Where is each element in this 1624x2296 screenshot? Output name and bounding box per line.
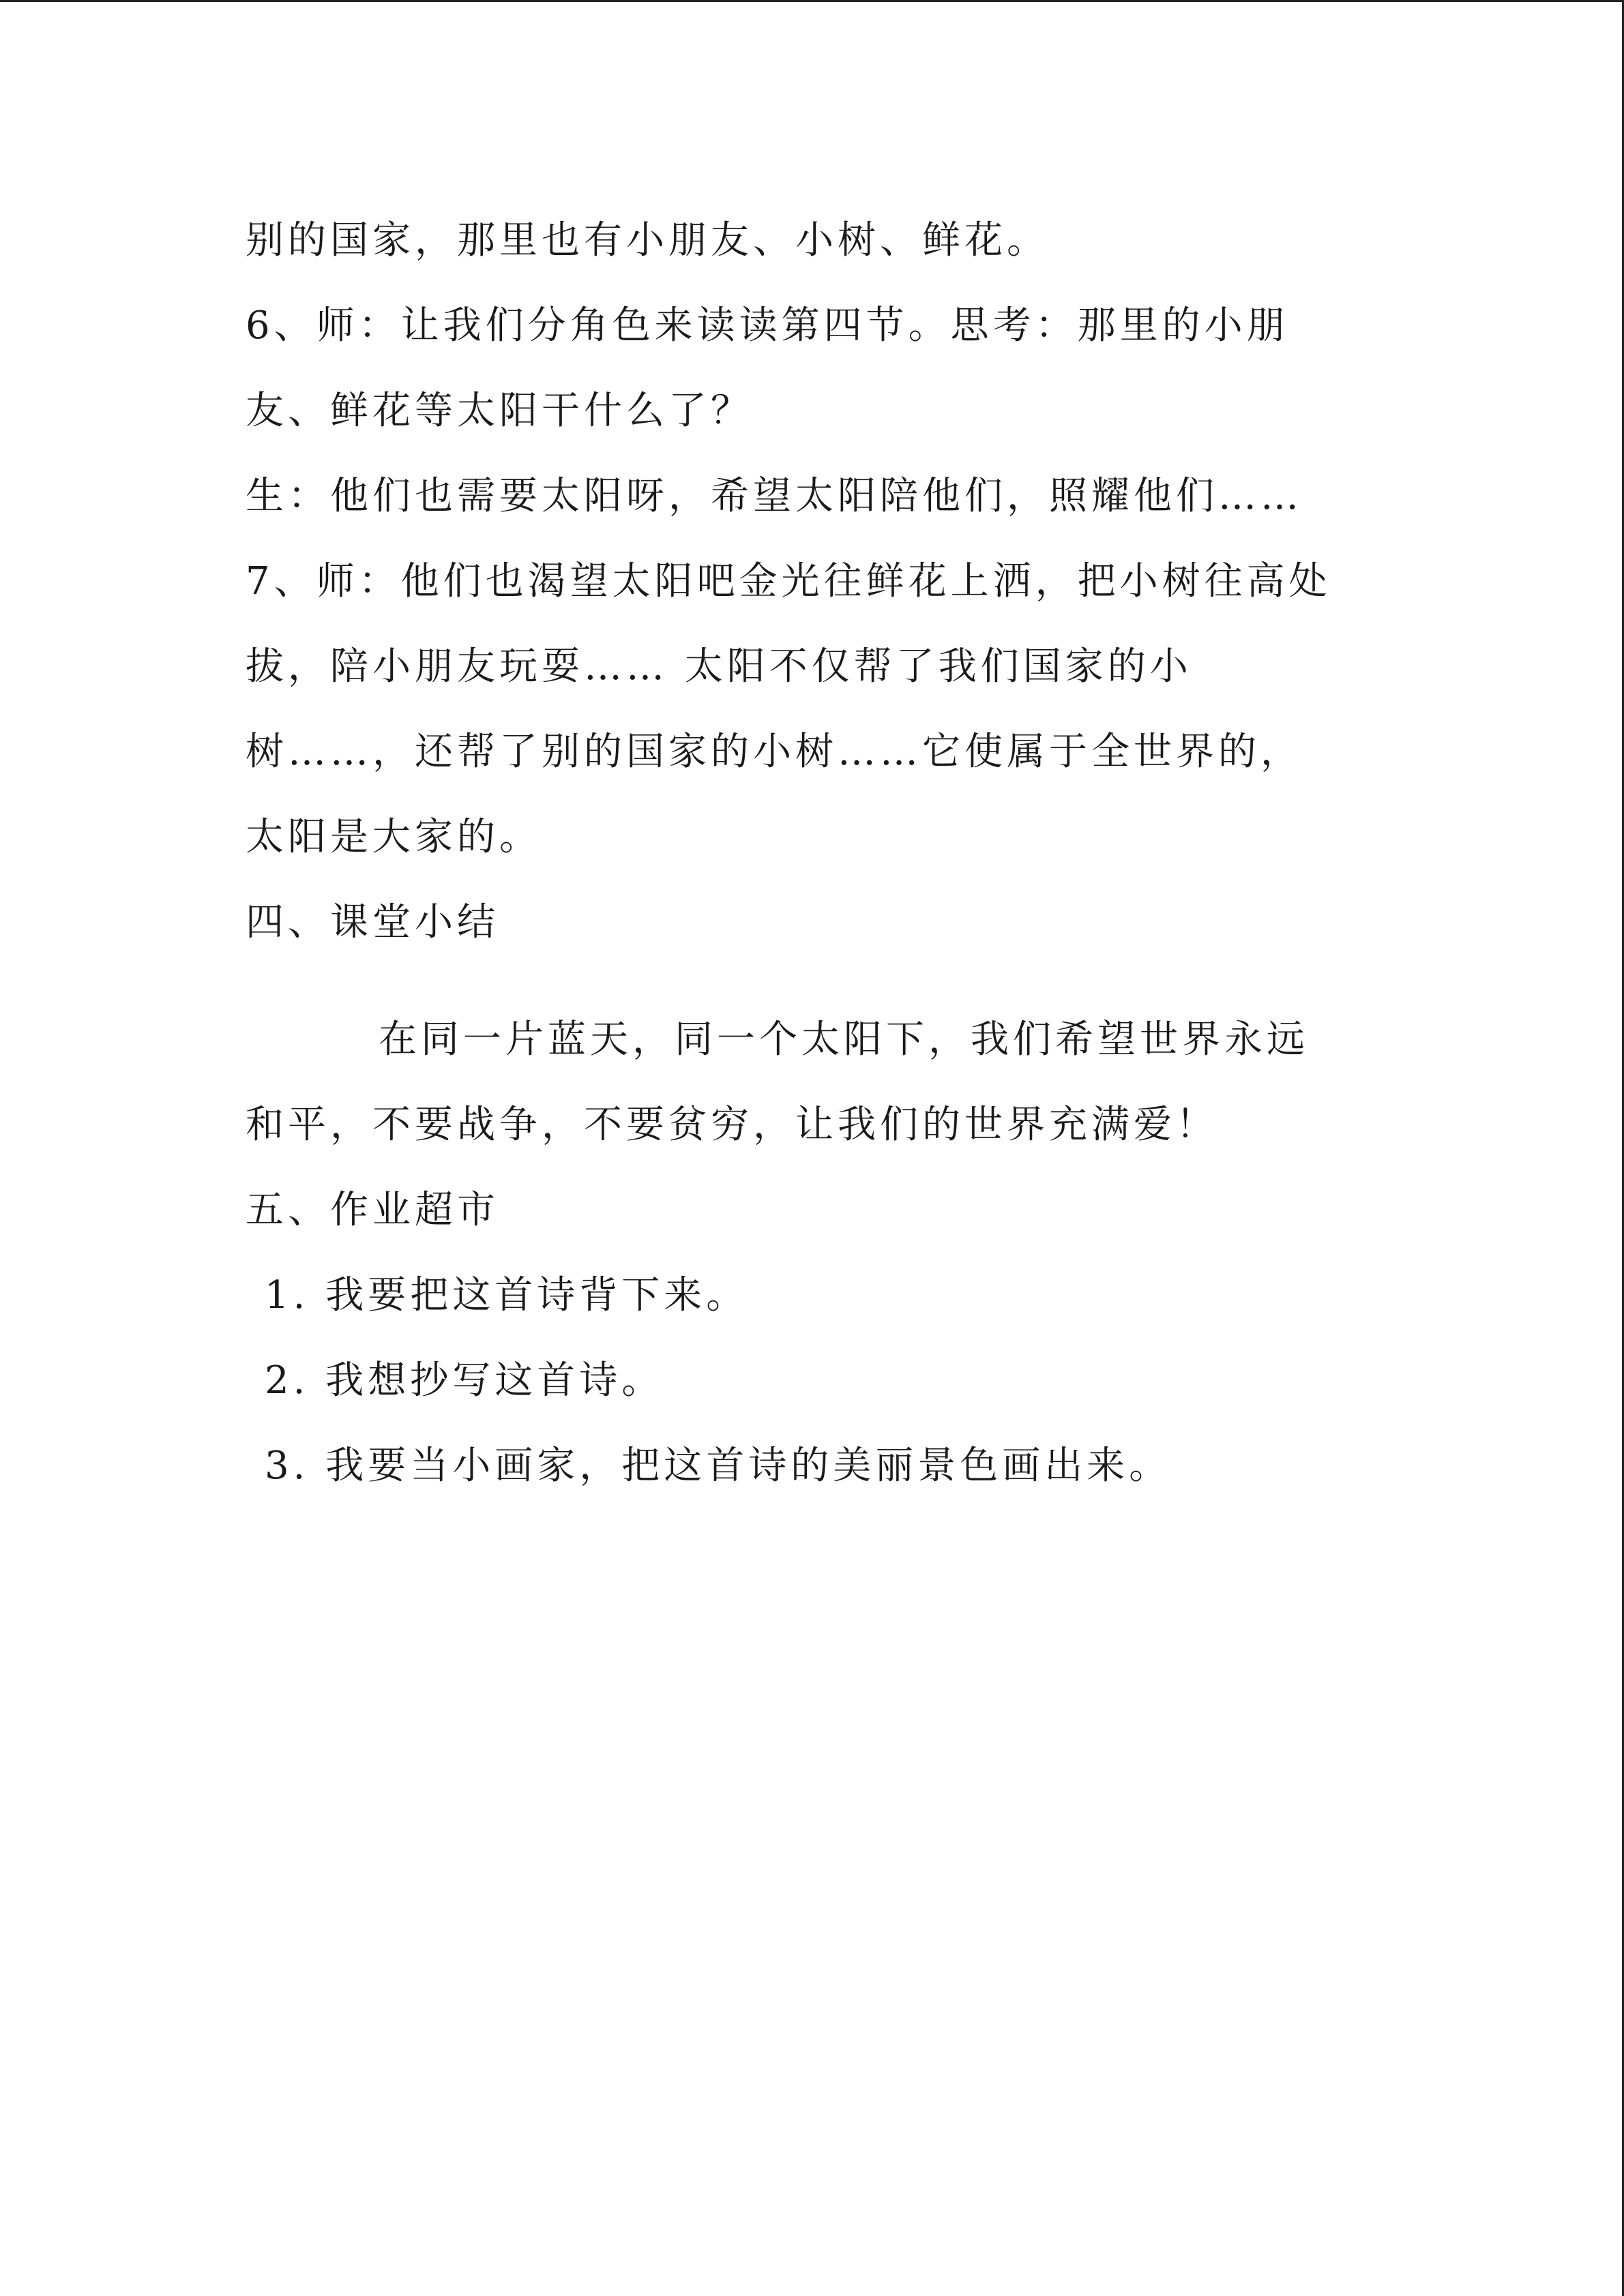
text-line-4: 生：他们也需要太阳呀，希望太阳陪他们，照耀他们…… bbox=[246, 474, 1303, 518]
text-line-10: 在同一片蓝天，同一个太阳下，我们希望世界永远 bbox=[379, 1017, 1309, 1062]
text-line-7: 树……，还帮了别的国家的小树……它使属于全世界的， bbox=[246, 730, 1303, 774]
homework-item-1: 1. 我要把这首诗背下来。 bbox=[265, 1273, 749, 1317]
text-line-2: 6、师：让我们分角色来读读第四节。思考：那里的小朋 bbox=[246, 303, 1289, 348]
homework-item-3: 3. 我要当小画家，把这首诗的美丽景色画出来。 bbox=[265, 1444, 1172, 1488]
text-line-11: 和平，不要战争，不要贫穷，让我们的世界充满爱！ bbox=[246, 1103, 1218, 1147]
text-line-3: 友、鲜花等太阳干什么了？ bbox=[246, 389, 753, 433]
text-line-5: 7、师：他们也渴望太阳吧金光往鲜花上洒，把小树往高处 bbox=[246, 559, 1331, 603]
section-heading-summary: 四、课堂小结 bbox=[246, 900, 499, 944]
text-line-6: 拔，陪小朋友玩耍…… 太阳不仅帮了我们国家的小 bbox=[246, 644, 1192, 689]
text-line-1: 别的国家，那里也有小朋友、小树、鲜花。 bbox=[246, 218, 1049, 263]
text-line-8: 太阳是大家的。 bbox=[246, 815, 542, 859]
section-heading-homework: 五、作业超市 bbox=[246, 1188, 499, 1232]
homework-item-2: 2. 我想抄写这首诗。 bbox=[265, 1358, 664, 1403]
